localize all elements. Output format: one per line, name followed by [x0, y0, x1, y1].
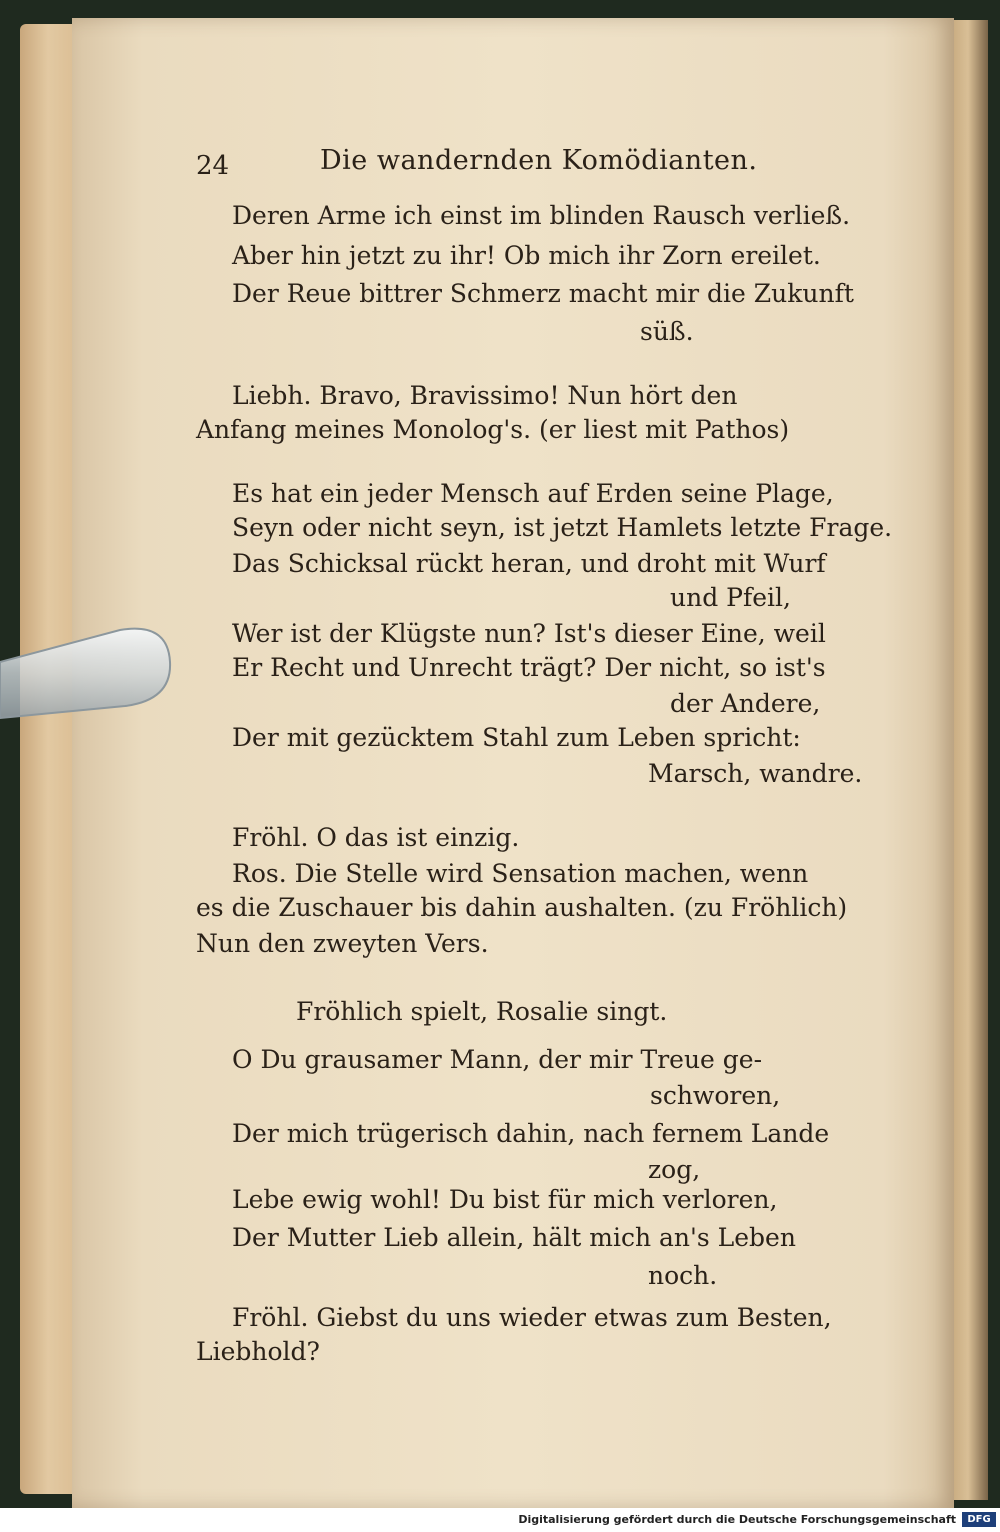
page-number: 24	[196, 151, 230, 181]
text-line: und Pfeil,	[670, 583, 791, 612]
text-line: es die Zuschauer bis dahin aushalten. (zu Fröhlich)	[196, 893, 848, 922]
text-line: Ros. Die Stelle wird Sensation machen, wenn	[232, 859, 809, 888]
footer-credit: Digitalisierung gefördert durch die Deutsche Forschungsgemeinschaft	[518, 1513, 956, 1526]
text-line: Das Schicksal rückt heran, und droht mit Wurf	[232, 549, 826, 578]
text-line: Der Mutter Lieb allein, hält mich an's Leben	[232, 1223, 796, 1252]
text-line: Fröhl. O das ist einzig.	[232, 823, 520, 852]
text-line: der Andere,	[670, 689, 821, 718]
text-line: Fröhlich spielt, Rosalie singt.	[296, 997, 668, 1026]
text-line: Liebh. Bravo, Bravissimo! Nun hört den	[232, 381, 738, 410]
text-line: Es hat ein jeder Mensch auf Erden seine Plage,	[232, 479, 834, 508]
text-line: Anfang meines Monolog's. (er liest mit Pathos)	[196, 415, 790, 444]
page-clip-holder	[0, 622, 172, 720]
text-line: Marsch, wandre.	[648, 759, 863, 788]
text-line: Der Reue bittrer Schmerz macht mir die Zukunft	[232, 279, 854, 308]
text-line: Fröhl. Giebst du uns wieder etwas zum Besten,	[232, 1303, 832, 1332]
text-line: Er Recht und Unrecht trägt? Der nicht, so ist's	[232, 653, 826, 682]
text-line: Der mit gezücktem Stahl zum Leben spricht:	[232, 723, 801, 752]
text-line: Lebe ewig wohl! Du bist für mich verloren,	[232, 1185, 778, 1214]
text-line: Der mich trügerisch dahin, nach fernem Lande	[232, 1119, 830, 1148]
text-line: noch.	[648, 1261, 718, 1290]
dfg-logo: DFG	[962, 1512, 996, 1527]
footer-bar	[0, 1508, 1000, 1532]
text-line: schworen,	[650, 1081, 781, 1110]
text-line: süß.	[640, 317, 694, 346]
text-line: Seyn oder nicht seyn, ist jetzt Hamlets letzte Frage.	[232, 513, 893, 542]
text-line: Liebhold?	[196, 1337, 320, 1366]
text-line: Aber hin jetzt zu ihr! Ob mich ihr Zorn ereilet.	[232, 241, 821, 270]
text-line: Wer ist der Klügste nun? Ist's dieser Eine, weil	[232, 619, 826, 648]
running-title: Die wandernden Komödianten.	[320, 145, 758, 176]
text-line: Nun den zweyten Vers.	[196, 929, 489, 958]
text-line: Deren Arme ich einst im blinden Rausch verließ.	[232, 201, 851, 230]
text-line: zog,	[648, 1155, 701, 1184]
text-line: O Du grausamer Mann, der mir Treue ge-	[232, 1045, 763, 1074]
